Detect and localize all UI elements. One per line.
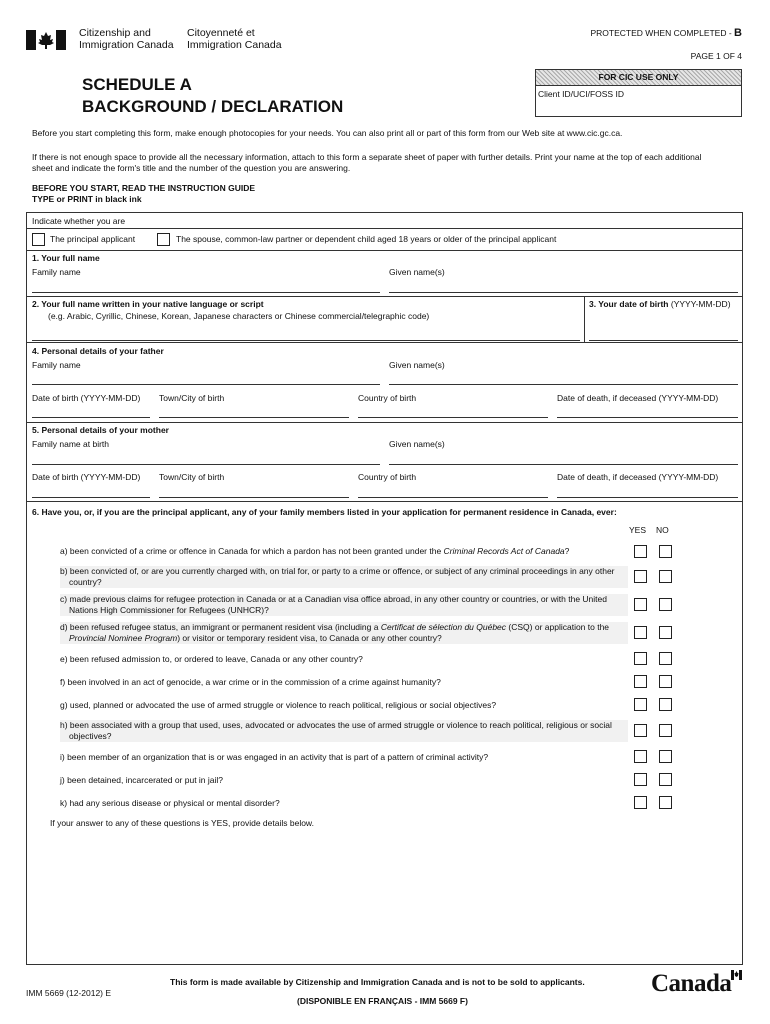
question-d-yes-checkbox[interactable] xyxy=(634,626,647,639)
question-a-no-checkbox[interactable] xyxy=(659,545,672,558)
question-k: k) had any serious disease or physical or mental disorder? xyxy=(60,798,280,808)
section-4-title: 4. Personal details of your father xyxy=(32,346,164,356)
question-h-no-checkbox[interactable] xyxy=(659,724,672,737)
question-b-yes-checkbox[interactable] xyxy=(634,570,647,583)
divider xyxy=(26,422,743,423)
intro-paragraph-1: Before you start completing this form, make enough photocopies for your needs. You can also print all or part of this form from our Web site at www.cic.gc.ca. xyxy=(32,128,623,138)
question-e-no-checkbox[interactable] xyxy=(659,652,672,665)
s4-death-label: Date of death, if deceased (YYYY-MM-DD) xyxy=(557,393,719,403)
mother-death-input[interactable] xyxy=(557,484,738,498)
question-g-no-checkbox[interactable] xyxy=(659,698,672,711)
question-f: f) been involved in an act of genocide, a war crime or in the commission of a crime against humanity? xyxy=(60,677,441,687)
spouse-dependent-checkbox[interactable] xyxy=(157,233,170,246)
indicate-label: Indicate whether you are xyxy=(32,216,126,226)
form-title: SCHEDULE A BACKGROUND / DECLARATION xyxy=(82,75,344,116)
s1-given-names-input[interactable] xyxy=(389,279,738,293)
s1-given-label: Given name(s) xyxy=(389,267,445,277)
question-k-yes-checkbox[interactable] xyxy=(634,796,647,809)
s5-given-label: Given name(s) xyxy=(389,439,445,449)
question-c-yes-checkbox[interactable] xyxy=(634,598,647,611)
intro-paragraph-2: If there is not enough space to provide all the necessary information, attach to this form a separate sheet of paper with further details. Print your name at the top of each additional sheet and indicate the form's title and the number of the question you are answering. xyxy=(32,152,702,173)
s4-dob-label: Date of birth (YYYY-MM-DD) xyxy=(32,393,141,403)
father-town-input[interactable] xyxy=(159,404,349,418)
department-name-fr: Citoyenneté et Immigration Canada xyxy=(187,27,282,51)
department-name-en: Citizenship and Immigration Canada xyxy=(79,27,174,51)
no-column-header: NO xyxy=(656,525,669,535)
instructions: BEFORE YOU START, READ THE INSTRUCTION GUIDE TYPE or PRINT in black ink xyxy=(32,183,256,204)
question-a: a) been convicted of a crime or offence in Canada for which a pardon has not been granted under the Criminal Records Act of Canada? xyxy=(60,546,570,556)
s5-town-label: Town/City of birth xyxy=(159,472,225,482)
question-j-no-checkbox[interactable] xyxy=(659,773,672,786)
section-5-title: 5. Personal details of your mother xyxy=(32,425,169,435)
father-death-input[interactable] xyxy=(557,404,738,418)
question-j-yes-checkbox[interactable] xyxy=(634,773,647,786)
father-family-name-input[interactable] xyxy=(32,371,380,385)
question-b-no-checkbox[interactable] xyxy=(659,570,672,583)
form-id: IMM 5669 (12-2012) E xyxy=(26,988,112,998)
section-2-title: 2. Your full name written in your native language or script xyxy=(32,299,264,309)
french-availability: (DISPONIBLE EN FRANÇAIS - IMM 5669 F) xyxy=(297,996,468,1006)
question-f-no-checkbox[interactable] xyxy=(659,675,672,688)
s1-family-name-input[interactable] xyxy=(32,279,380,293)
mother-dob-input[interactable] xyxy=(32,484,150,498)
divider xyxy=(584,296,585,342)
question-a-yes-checkbox[interactable] xyxy=(634,545,647,558)
principal-applicant-checkbox[interactable] xyxy=(32,233,45,246)
s4-town-label: Town/City of birth xyxy=(159,393,225,403)
mother-given-names-input[interactable] xyxy=(389,451,738,465)
canada-flag-icon xyxy=(26,30,66,50)
mother-family-name-input[interactable] xyxy=(32,451,380,465)
spouse-dependent-label: The spouse, common-law partner or dependent child aged 18 years or older of the principal applicant xyxy=(176,234,557,244)
wordmark-flag-icon xyxy=(731,970,742,980)
s1-family-label: Family name xyxy=(32,267,81,277)
yes-column-header: YES xyxy=(629,525,647,535)
question-d: d) been refused refugee status, an immigrant or permanent resident visa (including a Certificat de sélection du Québec (CSQ) or application to the Provincial Nominee Program) or visitor or temporary resident visa, to Canada or any other country? xyxy=(60,622,628,644)
question-k-no-checkbox[interactable] xyxy=(659,796,672,809)
question-i-no-checkbox[interactable] xyxy=(659,750,672,763)
question-g-yes-checkbox[interactable] xyxy=(634,698,647,711)
principal-applicant-label: The principal applicant xyxy=(50,234,136,244)
section-2-subtitle: (e.g. Arabic, Cyrillic, Chinese, Korean, Japanese characters or Chinese commercial/telegraphic code) xyxy=(48,311,430,321)
question-h: h) been associated with a group that used, uses, advocated or advocates the use of armed struggle or violence to reach political, religious or social objectives? xyxy=(60,720,628,742)
question-f-yes-checkbox[interactable] xyxy=(634,675,647,688)
date-of-birth-input[interactable] xyxy=(589,327,738,341)
question-g: g) used, planned or advocated the use of armed struggle or violence to reach political, religious or social objectives? xyxy=(60,700,497,710)
divider xyxy=(26,228,743,229)
divider xyxy=(26,296,743,297)
footer-notice: This form is made available by Citizenship and Immigration Canada and is not to be sold to applicants. xyxy=(170,977,585,987)
question-b: b) been convicted of, or are you currently charged with, on trial for, or party to a crime or offence, or subject of any criminal proceedings in any other country? xyxy=(60,566,628,588)
s5-death-label: Date of death, if deceased (YYYY-MM-DD) xyxy=(557,472,719,482)
father-dob-input[interactable] xyxy=(32,404,150,418)
divider xyxy=(26,250,743,251)
question-e: e) been refused admission to, or ordered to leave, Canada or any other country? xyxy=(60,654,363,664)
father-given-names-input[interactable] xyxy=(389,371,738,385)
s4-country-label: Country of birth xyxy=(358,393,417,403)
cic-use-box xyxy=(535,69,742,117)
canada-wordmark: Canada xyxy=(651,970,732,997)
question-e-yes-checkbox[interactable] xyxy=(634,652,647,665)
protected-label: PROTECTED WHEN COMPLETED - B xyxy=(590,27,742,39)
s4-family-label: Family name xyxy=(32,360,81,370)
question-c-no-checkbox[interactable] xyxy=(659,598,672,611)
question-d-no-checkbox[interactable] xyxy=(659,626,672,639)
s5-country-label: Country of birth xyxy=(358,472,417,482)
page-number: PAGE 1 OF 4 xyxy=(690,51,742,61)
divider xyxy=(26,342,743,343)
question-i: i) been member of an organization that is or was engaged in an activity that is part of a pattern of criminal activity? xyxy=(60,752,489,762)
details-textarea[interactable] xyxy=(32,834,741,964)
s5-dob-label: Date of birth (YYYY-MM-DD) xyxy=(32,472,141,482)
mother-country-input[interactable] xyxy=(358,484,548,498)
divider xyxy=(26,501,743,502)
client-id-label: Client ID/UCI/FOSS ID xyxy=(538,89,624,99)
native-name-input[interactable] xyxy=(32,327,580,341)
section-6-title: 6. Have you, or, if you are the principal applicant, any of your family members listed in your application for permanent residence in Canada, ever: xyxy=(32,507,617,517)
question-j: j) been detained, incarcerated or put in jail? xyxy=(60,775,224,785)
question-c: c) made previous claims for refugee protection in Canada or at a Canadian visa office abroad, in any other country or countries, or with the United Nations High Commissioner for Refugees (UNHCR)? xyxy=(60,594,628,616)
s5-family-label: Family name at birth xyxy=(32,439,109,449)
question-i-yes-checkbox[interactable] xyxy=(634,750,647,763)
section-3-title: 3. Your date of birth (YYYY-MM-DD) xyxy=(589,299,731,309)
question-h-yes-checkbox[interactable] xyxy=(634,724,647,737)
section-1-title: 1. Your full name xyxy=(32,253,100,263)
mother-town-input[interactable] xyxy=(159,484,349,498)
cic-header: FOR CIC USE ONLY xyxy=(536,70,741,86)
father-country-input[interactable] xyxy=(358,404,548,418)
yes-details-note: If your answer to any of these questions is YES, provide details below. xyxy=(50,818,314,828)
s4-given-label: Given name(s) xyxy=(389,360,445,370)
